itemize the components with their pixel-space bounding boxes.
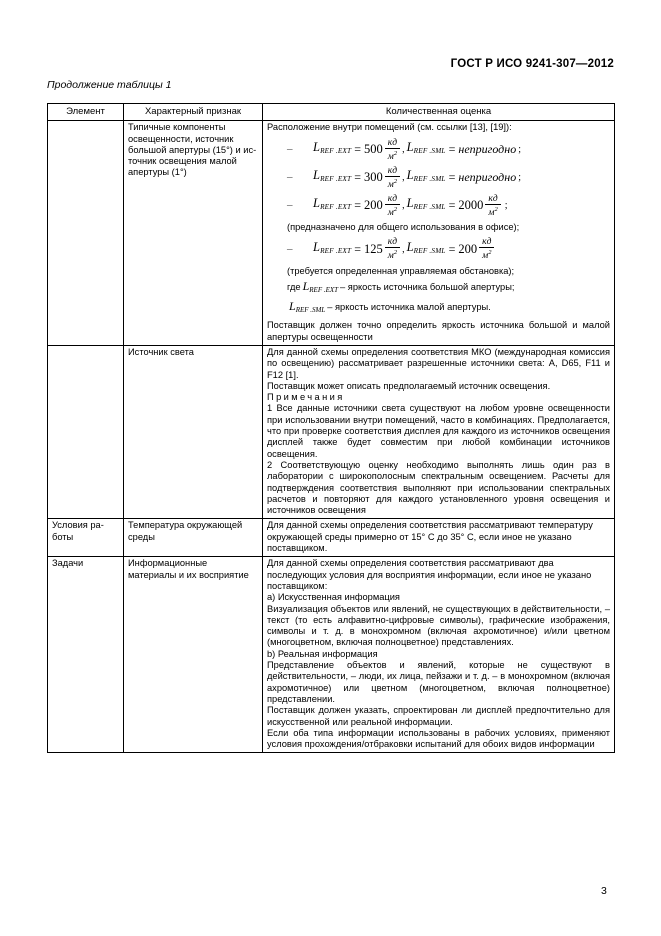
paragraph: Поставщик должен указать, спроектирован ли дисплей предпочтительно для искусственной или реальной информации.: [267, 705, 610, 727]
paragraph: Поставщик может описать предполагаемый источник освещения.: [267, 380, 551, 391]
where-definition-text: – яркость источника большой апертуры;: [340, 281, 515, 292]
equals-sign: =: [354, 241, 361, 256]
formula-lhs-value: 500: [364, 142, 383, 157]
separator-comma: ,: [402, 172, 405, 184]
formula-terminator: ;: [518, 144, 521, 156]
unit-fraction: $\frac{кд}{м^2}$: [385, 194, 400, 218]
variable-l-ref-ext: $L_{REF .EXT}$: [302, 278, 339, 294]
formula-lhs-variable: $L_{REF .EXT}$: [313, 196, 352, 212]
formula-rhs-text: непригодно: [458, 142, 517, 157]
cell-element: [48, 346, 124, 519]
separator-comma: ,: [402, 243, 405, 255]
paragraph: Визуализация объектов или явлений, не существующих в действительности, – текст (то есть алфавитно-цифровые символы), графические изображения, символы и т. д. в монохромном (включая ахромотичное) и/или цветном (многоцветном, включая полноцветное) представлениях.: [267, 603, 610, 648]
where-keyword: где: [287, 281, 301, 292]
formula-lhs-variable: $L_{REF .EXT}$: [313, 168, 352, 184]
formula-lhs-value: 200: [364, 198, 383, 213]
cell-element: Условия работы: [48, 519, 124, 557]
table-row: [48, 346, 615, 519]
formula-row: [267, 194, 610, 218]
formula-row: [267, 138, 610, 162]
table-row: [48, 557, 615, 753]
formula-bullet-dash: –: [287, 171, 293, 184]
formula-row: [267, 166, 610, 190]
formula-rhs-variable: $L_{REF .SML}$: [406, 140, 446, 156]
formula-rhs-text: непригодно: [458, 170, 517, 185]
cell-feature: Типичные компоненты освещенности, источник большой апертуры (15°) и источник освещения малой апертуры (1°): [124, 121, 263, 346]
formula-row: [267, 237, 610, 261]
paragraph: Для данной схемы определения соответствия МКО (международная комиссия по освещению) рассматривает разрешенные источники света: A, D65, F11 и F12 [1].: [267, 347, 610, 380]
cell-quantitative: [263, 121, 615, 346]
cell-quantitative: [263, 557, 615, 753]
unit-fraction: $\frac{кд}{м^2}$: [385, 237, 400, 261]
equals-sign: =: [448, 142, 456, 157]
formula-intro-text: Расположение внутри помещений (см. ссылки [13], [19]):: [267, 122, 512, 133]
table-header-row: [48, 104, 615, 121]
cell-quantitative: Для данной схемы определения соответствия рассматривают температуру окружающей среды примерно от 15° С до 35° С, если иное не указано поставщиком.: [263, 519, 615, 557]
equals-sign: =: [448, 198, 456, 213]
equals-sign: =: [354, 142, 361, 157]
supplier-requirement-text: Поставщик должен точно определить яркость источника большой и малой апертуры освещенности: [267, 320, 610, 342]
formula-lhs-value: 125: [364, 241, 383, 256]
formula-rhs-variable: $L_{REF .SML}$: [406, 196, 446, 212]
formula-rhs-variable: $L_{REF .SML}$: [406, 239, 446, 255]
page-number: 3: [601, 885, 607, 897]
table-caption: Продолжение таблицы 1: [47, 79, 172, 91]
unit-fraction: $\frac{кд}{м^2}$: [479, 237, 494, 261]
formula-bullet-dash: –: [287, 143, 293, 156]
cell-element: [48, 121, 124, 346]
specification-table: [47, 103, 615, 753]
equals-sign: =: [448, 241, 456, 256]
separator-comma: ,: [402, 144, 405, 156]
where-definition-text: – яркость источника малой апертуры.: [327, 302, 491, 313]
note-office-use: (предназначено для общего использования в офисе);: [287, 222, 520, 233]
paragraph: b) Реальная информация: [267, 648, 378, 659]
formula-bullet-dash: –: [287, 199, 293, 212]
column-header-quantitative: Количественная оценка: [263, 104, 615, 121]
unit-fraction: $\frac{кд}{м^2}$: [385, 166, 400, 190]
unit-fraction: $\frac{кд}{м^2}$: [385, 138, 400, 162]
equals-sign: =: [354, 170, 361, 185]
cell-element: Задачи: [48, 557, 124, 753]
cell-feature: Источник света: [124, 346, 263, 519]
table-row: [48, 519, 615, 557]
unit-fraction: $\frac{кд}{м^2}$: [485, 194, 500, 218]
formula-terminator: ;: [518, 172, 521, 184]
column-header-element: Элемент: [48, 104, 124, 121]
equals-sign: =: [448, 170, 456, 185]
formula-rhs-variable: $L_{REF .SML}$: [406, 168, 446, 184]
paragraph: a) Искусственная информация: [267, 592, 400, 603]
formula-terminator: ;: [504, 200, 508, 212]
note-controlled-environment: (требуется определенная управляемая обстановка);: [287, 265, 515, 276]
cell-feature: Информационные материалы и их восприятие: [124, 557, 263, 753]
formula-bullet-dash: –: [287, 242, 293, 255]
formula-list: [267, 138, 610, 218]
note-item: 2 Соответствующую оценку необходимо выполнять лишь один раз в лаборатории с широкополосным спектральным освещением. Расчеты для подтверждения соответствия выполняют при использовании спектральных расчетов и повторяют для каждого установленного уровня освещения и источников освещения: [267, 459, 610, 516]
column-header-feature: Характерный признак: [124, 104, 263, 121]
formula-lhs-variable: $L_{REF .EXT}$: [313, 239, 352, 255]
formula-lhs-value: 300: [364, 170, 383, 185]
cell-feature: Температура окружающей среды: [124, 519, 263, 557]
where-definition-large-aperture: [267, 278, 610, 296]
standard-number-header: ГОСТ Р ИСО 9241-307—2012: [450, 58, 614, 70]
cell-quantitative: [263, 346, 615, 519]
notes-heading: Примечания: [267, 392, 345, 403]
variable-l-ref-sml: $L_{REF .SML}$: [289, 299, 326, 315]
formula-rhs-value: 200: [458, 241, 478, 256]
formula-lhs-variable: $L_{REF .EXT}$: [313, 140, 352, 156]
note-item: 1 Все данные источники света существуют на любом уровне освещенности при использовании внутри помещений, часто в комбинациях. Предполагается, что при проверке соответствия дисплея для каждого из источников освещения дисплей также будет совместим при любой комбинации источников освещения.: [267, 403, 610, 459]
where-definition-small-aperture: [267, 301, 610, 316]
table-row: [48, 121, 615, 346]
paragraph: Для данной схемы определения соответствия рассматривают два последующих условия для восприятия информации, если иное не указано поставщиком:: [267, 558, 592, 591]
formula-rhs-value: 2000: [458, 198, 484, 213]
paragraph: Если оба типа информации использованы в рабочих условиях, применяют условия прохождения/отбраковки испытаний для обоих видов информации: [267, 727, 610, 750]
equals-sign: =: [354, 198, 361, 213]
paragraph: Представление объектов и явлений, которые не существуют в действительности, – люди, их лица, пейзажи и т. д. – в монохромном (включая ахромотичное) или цветном (многоцветном, включая полноцветное) представлении.: [267, 660, 610, 704]
separator-comma: ,: [402, 200, 405, 212]
